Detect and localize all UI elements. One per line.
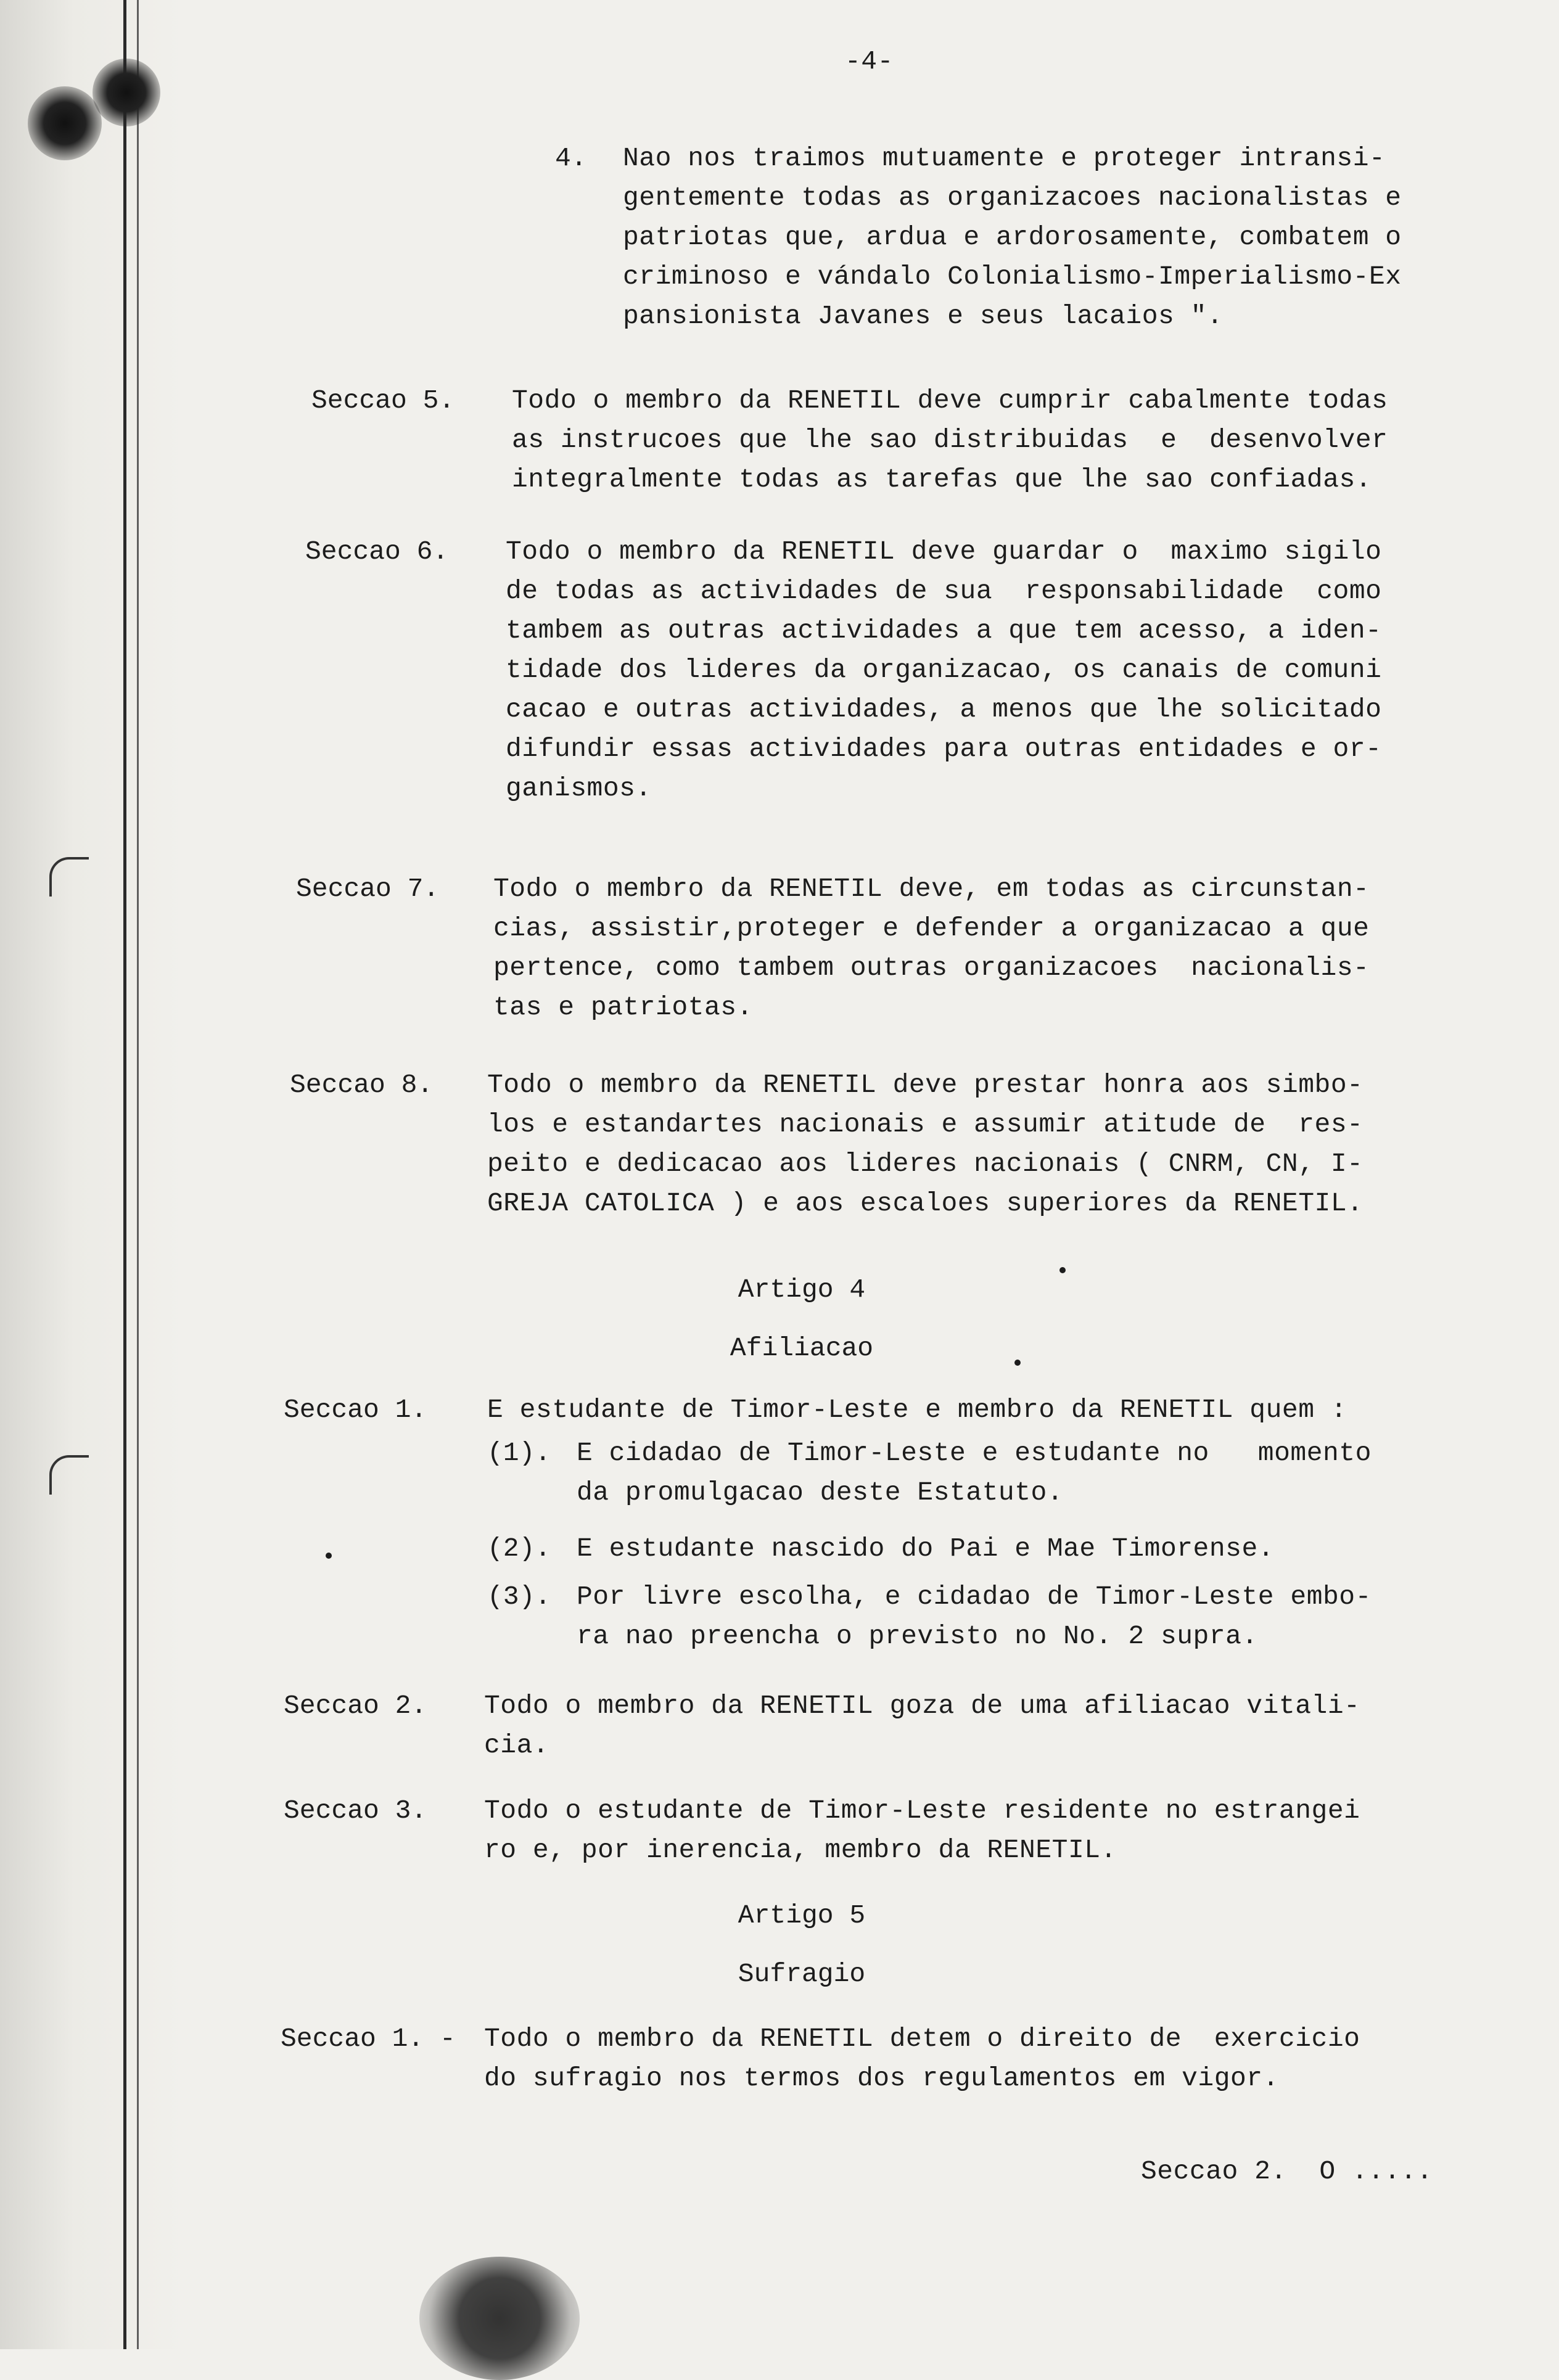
- text-line: E cidadao de Timor-Leste e estudante no momento: [577, 1438, 1372, 1468]
- ink-speck: [1059, 1267, 1066, 1273]
- text-line: Todo o membro da RENETIL deve guardar o maximo sigilo: [506, 536, 1382, 567]
- text-line: de todas as actividades de sua responsabilidade como: [506, 576, 1382, 606]
- section-text: [487, 1065, 1363, 1223]
- ink-speck: [1014, 1360, 1021, 1366]
- section-label: Seccao 2.: [284, 1691, 427, 1721]
- text-line: Por livre escolha, e cidadao de Timor-Leste embo-: [577, 1582, 1372, 1612]
- text-line: ro e, por inerencia, membro da RENETIL.: [484, 1835, 1117, 1865]
- section-text: [493, 869, 1369, 1027]
- text-line: pertence, como tambem outras organizacoes nacionalis-: [493, 953, 1370, 983]
- text-line: tambem as outras actividades a que tem acesso, a iden-: [506, 615, 1382, 646]
- section-text: [506, 532, 1381, 808]
- binding-mark: [49, 1455, 89, 1495]
- text-line: Todo o membro da RENETIL deve, em todas as circunstan-: [493, 874, 1370, 904]
- ink-speck: [326, 1553, 332, 1559]
- section-text: [512, 381, 1388, 499]
- section-label: Seccao 7.: [296, 874, 440, 904]
- text-line: cia.: [484, 1730, 549, 1760]
- text-line: criminoso e vándalo Colonialismo-Imperialismo-Ex: [623, 261, 1402, 292]
- text-line: gentemente todas as organizacoes nacionalistas e: [623, 183, 1402, 213]
- section-intro: E estudante de Timor-Leste e membro da RENETIL quem :: [487, 1395, 1347, 1425]
- list-number: (1).: [487, 1438, 551, 1468]
- item-4-text: [623, 139, 1402, 336]
- section-label: Seccao 5.: [311, 385, 455, 416]
- section-text: [484, 1791, 1360, 1870]
- text-line: pansionista Javanes e seus lacaios ".: [623, 301, 1224, 331]
- section-label: Seccao 6.: [305, 536, 449, 567]
- margin-rule: [123, 0, 126, 2349]
- text-line: patriotas que, ardua e ardorosamente, combatem o: [623, 222, 1402, 252]
- text-line: Todo o membro da RENETIL deve prestar honra aos simbo-: [487, 1070, 1364, 1100]
- binding-blot: [419, 2257, 580, 2380]
- text-line: Todo o membro da RENETIL goza de uma afiliacao vitali-: [484, 1691, 1360, 1721]
- continuation-note: Seccao 2. O .....: [1141, 2156, 1433, 2186]
- text-line: tas e patriotas.: [493, 992, 753, 1022]
- item-number: 4.: [555, 143, 587, 173]
- section-label: Seccao 1.: [284, 1395, 427, 1425]
- text-line: da promulgacao deste Estatuto.: [577, 1477, 1064, 1508]
- text-line: integralmente todas as tarefas que lhe sao confiadas.: [512, 464, 1372, 494]
- list-number: (3).: [487, 1582, 551, 1612]
- text-line: do sufragio nos termos dos regulamentos em vigor.: [484, 2063, 1279, 2093]
- page-number: -4-: [845, 46, 894, 76]
- text-line: ra nao preencha o previsto no No. 2 supra.: [577, 1621, 1258, 1651]
- text-line: E estudante nascido do Pai e Mae Timorense.: [577, 1533, 1275, 1564]
- article-heading: Artigo 4: [738, 1274, 866, 1305]
- text-line: Todo o membro da RENETIL deve cumprir cabalmente todas: [512, 385, 1388, 416]
- text-line: tidade dos lideres da organizacao, os canais de comuni: [506, 655, 1382, 685]
- text-line: cacao e outras actividades, a menos que lhe solicitado: [506, 694, 1382, 724]
- article-heading: Artigo 5: [738, 1900, 866, 1931]
- binding-shadow: [0, 0, 185, 2349]
- text-line: GREJA CATOLICA ) e aos escaloes superiores da RENETIL.: [487, 1188, 1364, 1218]
- section-label: Seccao 8.: [290, 1070, 434, 1100]
- punch-hole: [93, 59, 160, 126]
- section-text: [484, 1686, 1360, 1765]
- text-line: cias, assistir,proteger e defender a organizacao a que: [493, 913, 1370, 943]
- list-number: (2).: [487, 1533, 551, 1564]
- text-line: Todo o estudante de Timor-Leste residente no estrangei: [484, 1795, 1360, 1826]
- punch-hole: [28, 86, 102, 160]
- list-item: [577, 1577, 1372, 1656]
- text-line: ganismos.: [506, 773, 652, 803]
- list-item: [577, 1529, 1274, 1569]
- text-line: peito e dedicacao aos lideres nacionais ( CNRM, CN, I-: [487, 1149, 1364, 1179]
- text-line: Nao nos traimos mutuamente e proteger intransi-: [623, 143, 1386, 173]
- text-line: difundir essas actividades para outras entidades e or-: [506, 734, 1382, 764]
- section-text: [484, 2019, 1360, 2098]
- binding-mark: [49, 857, 89, 897]
- article-title: Afiliacao: [730, 1333, 874, 1363]
- text-line: Todo o membro da RENETIL detem o direito de exercicio: [484, 2024, 1360, 2054]
- section-label: Seccao 3.: [284, 1795, 427, 1826]
- margin-rule-secondary: [137, 0, 139, 2349]
- article-title: Sufragio: [738, 1959, 866, 1989]
- list-item: [577, 1434, 1372, 1512]
- text-line: los e estandartes nacionais e assumir atitude de res-: [487, 1109, 1364, 1139]
- text-line: as instrucoes que lhe sao distribuidas e desenvolver: [512, 425, 1388, 455]
- section-label: Seccao 1. -: [281, 2024, 456, 2054]
